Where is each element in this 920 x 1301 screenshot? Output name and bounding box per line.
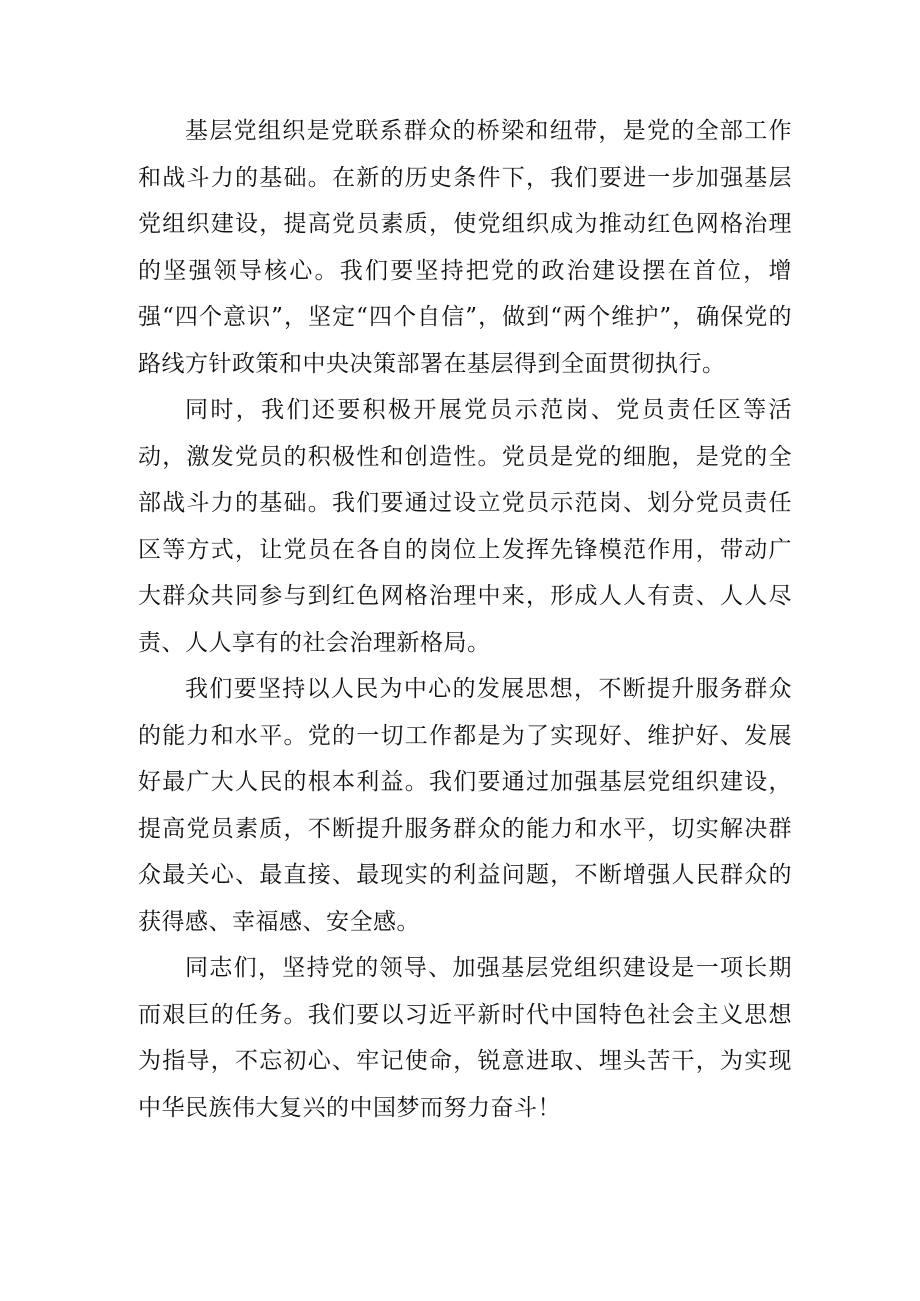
paragraph-4: 同志们，坚持党的领导、加强基层党组织建设是一项长期而艰巨的任务。我们要以习近平新时代中国特色社会主义思想为指导，不忘初心、牢记使命，锐意进取、埋头苦干，为实现中华民族伟大复兴的中国梦而努力奋斗！ — [138, 955, 792, 1121]
document-body — [138, 108, 792, 1131]
paragraph-3: 我们要坚持以人民为中心的发展思想，不断提升服务群众的能力和水平。党的一切工作都是为了实现好、维护好、发展好最广大人民的根本利益。我们要通过加强基层党组织建设，提高党员素质，不断提升服务群众的能力和水平，切实解决群众最关心、最直接、最现实的利益问题，不断增强人民群众的获得感、幸福感、安全感。 — [138, 676, 792, 935]
paragraph-2: 同时，我们还要积极开展党员示范岗、党员责任区等活动，激发党员的积极性和创造性。党员是党的细胞，是党的全部战斗力的基础。我们要通过设立党员示范岗、划分党员责任区等方式，让党员在各自的岗位上发挥先锋模范作用，带动广大群众共同参与到红色网格治理中来，形成人人有责、人人尽责、人人享有的社会治理新格局。 — [138, 397, 792, 656]
paragraph-1: 基层党组织是党联系群众的桥梁和纽带，是党的全部工作和战斗力的基础。在新的历史条件下，我们要进一步加强基层党组织建设，提高党员素质，使党组织成为推动红色网格治理的坚强领导核心。我们要坚持把党的政治建设摆在首位，增强“四个意识”，坚定“四个自信”，做到“两个维护”，确保党的路线方针政策和中央决策部署在基层得到全面贯彻执行。 — [138, 118, 792, 377]
